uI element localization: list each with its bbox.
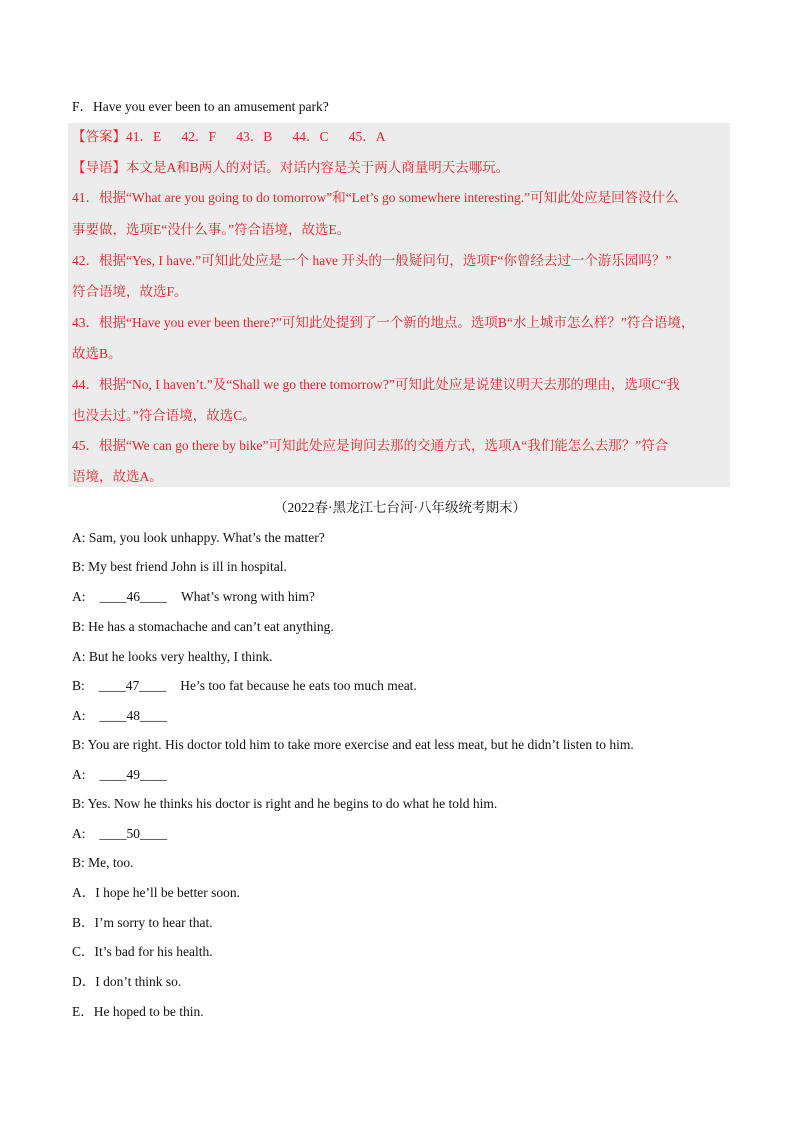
dialogue-line-6 [72,677,417,695]
explanation-45-line1: 45．根据“We can go there by bike”可知此处应是询问去那的交通方式，选项A“我们能怎么去那？”符合 [72,438,669,453]
speaker-label: A: [72,767,86,782]
dialogue-line-3 [72,588,315,606]
dialogue-line-1: A: Sam, you look unhappy. What’s the matter? [72,530,325,545]
speaker-label: A: [72,708,86,723]
explanation-41-line1: 41．根据“What are you going to do tomorrow”和“Let’s go somewhere interesting.”可知此处应是回答没什么 [72,190,679,205]
blank-48: ____48____ [99,708,167,723]
blank-47: ____47____ [98,678,167,693]
option-f-previous: F．Have you ever been to an amusement park? [72,99,329,114]
dialogue-line-2: B: My best friend John is ill in hospital. [72,559,287,574]
dialogue-line-4: B: He has a stomachache and can’t eat anything. [72,619,334,634]
blank-49: ____49____ [99,767,167,782]
explanation-44-line1: 44．根据“No, I haven’t.”及“Shall we go there tomorrow?”可知此处应是说建议明天去那的理由，选项C“我 [72,377,680,392]
explanation-43-line2: 故选B。 [72,346,122,361]
explanation-41-line2: 事要做，选项E“没什么事。”符合语境，故选E。 [72,222,351,237]
answer-explanation-box [68,123,730,487]
blank-46: ____46____ [99,589,167,604]
dialogue-line-9 [72,766,167,784]
dialogue-line-7 [72,707,167,725]
explanation-42-line2: 符合语境，故选F。 [72,284,188,299]
option-d: D．I don’t think so. [72,974,182,989]
speaker-label: A: [72,589,86,604]
speaker-label: A: [72,826,86,841]
explanation-45-line2: 语境，故选A。 [72,469,163,484]
dialogue-line-10: B: Yes. Now he thinks his doctor is right and he begins to do what he told him. [72,796,498,811]
option-b: B．I’m sorry to hear that. [72,915,213,930]
dialogue-line-8: B: You are right. His doctor told him to take more exercise and eat less meat, but he didn’t listen to him. [72,737,634,752]
question-source: （2022春·黑龙江七台河·八年级统考期末） [274,500,526,515]
dialogue-text: What’s wrong with him? [181,589,315,604]
option-e: E．He hoped to be thin. [72,1004,204,1019]
answer-key-line: 【答案】41．E 42．F 43．B 44．C 45．A [72,129,386,144]
speaker-label: B: [72,678,85,693]
explanation-43-line1: 43．根据“Have you ever been there?”可知此处提到了一个新的地点。选项B“水上城市怎么样？”符合语境， [72,315,695,330]
dialogue-line-5: A: But he looks very healthy, I think. [72,649,273,664]
blank-50: ____50____ [99,826,167,841]
dialogue-line-12: B: Me, too. [72,855,134,870]
dialogue-line-11 [72,825,167,843]
explanation-42-line1: 42．根据“Yes, I have.”可知此处应是一个 have 开头的一般疑问句，选项F“你曾经去过一个游乐园吗？” [72,253,672,268]
guide-line: 【导语】本文是A和B两人的对话。对话内容是关于两人商量明天去哪玩。 [72,160,510,175]
dialogue-text: He’s too fat because he eats too much meat. [180,678,417,693]
option-a: A．I hope he’ll be better soon. [72,885,240,900]
explanation-44-line2: 也没去过。”符合语境，故选C。 [72,408,256,423]
option-c: C．It’s bad for his health. [72,944,213,959]
